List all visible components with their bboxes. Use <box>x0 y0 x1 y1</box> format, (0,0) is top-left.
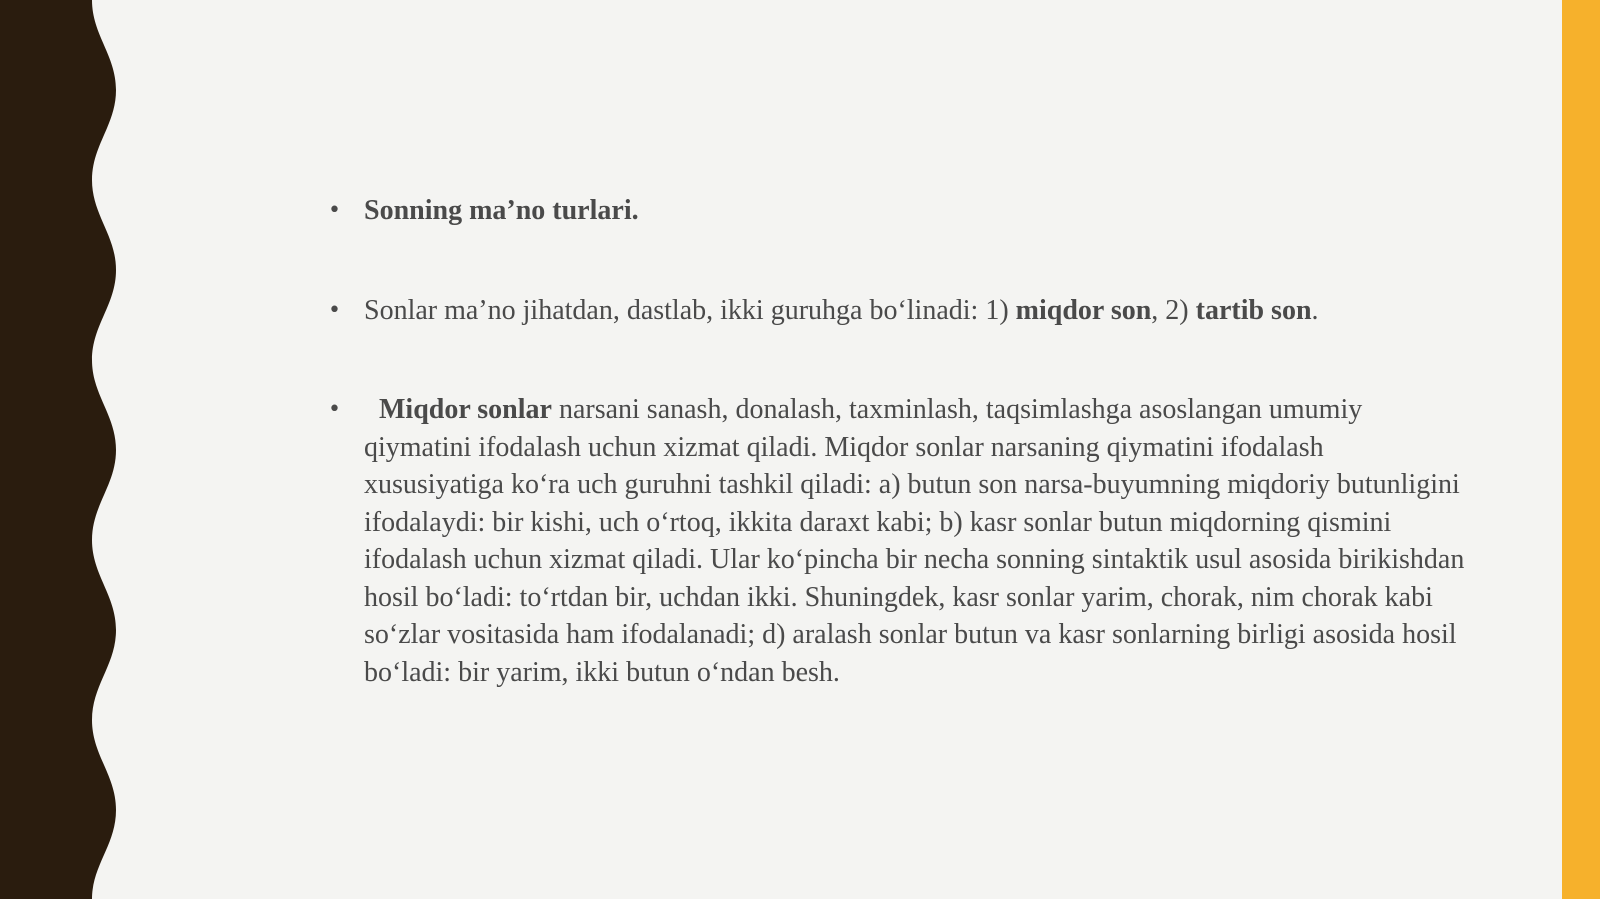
bullet-icon: • <box>328 397 341 422</box>
bullet-icon: • <box>328 297 341 323</box>
right-accent-bar <box>1562 0 1600 899</box>
bullet-paragraph: narsani sanash, donalash, taxminlash, taqsimlashga asoslangan umumiy qiymatini ifodalash uchun xizmat qiladi. Miqdor sonlar narsaning qiymatini ifodalash xususiyatiga ko‘ra uch guruhni tashkil qiladi: a) butun son narsa-buyumning miqdoriy butunligini ifodalaydi: bir kishi, uch o‘rtoq, ikkita daraxt kabi; b) kasr sonlar butun miqdorning qismini ifodalash uchun xizmat qiladi. Ular ko‘pincha bir necha sonning sintaktik usul asosida birikishdan hosil bo‘ladi: to‘rtdan bir, uchdan ikki. Shuningdek, kasr sonlar yarim, chorak, nim chorak kabi so‘zlar vositasida ham ifodalanadi; d) aralash sonlar butun va kasr sonlarning birligi asosida hosil bo‘ladi: bir yarim, ikki butun o‘ndan besh. <box>364 394 1465 688</box>
bullet-text: , 2) <box>1151 294 1196 326</box>
bullet-icon: • <box>328 198 341 223</box>
bullet-text: Sonlar ma’no jihatdan, dastlab, ikki guruhga bo‘linadi: 1) <box>364 294 1016 326</box>
term-miqdor-son: miqdor son <box>1015 294 1152 326</box>
bullet-text: . <box>1311 294 1319 326</box>
term-tartib-son: tartib son <box>1195 294 1312 326</box>
term-miqdor-sonlar: Miqdor sonlar <box>379 394 552 425</box>
bullet-item-title <box>328 192 1468 230</box>
wave-shape <box>0 0 116 899</box>
bullet-item-miqdor-sonlar <box>328 391 1468 691</box>
section-heading: Sonning ma’no turlari. <box>364 195 639 226</box>
left-wave-band <box>0 0 130 899</box>
bullet-item-division <box>328 292 1468 330</box>
slide-body <box>328 192 1468 691</box>
